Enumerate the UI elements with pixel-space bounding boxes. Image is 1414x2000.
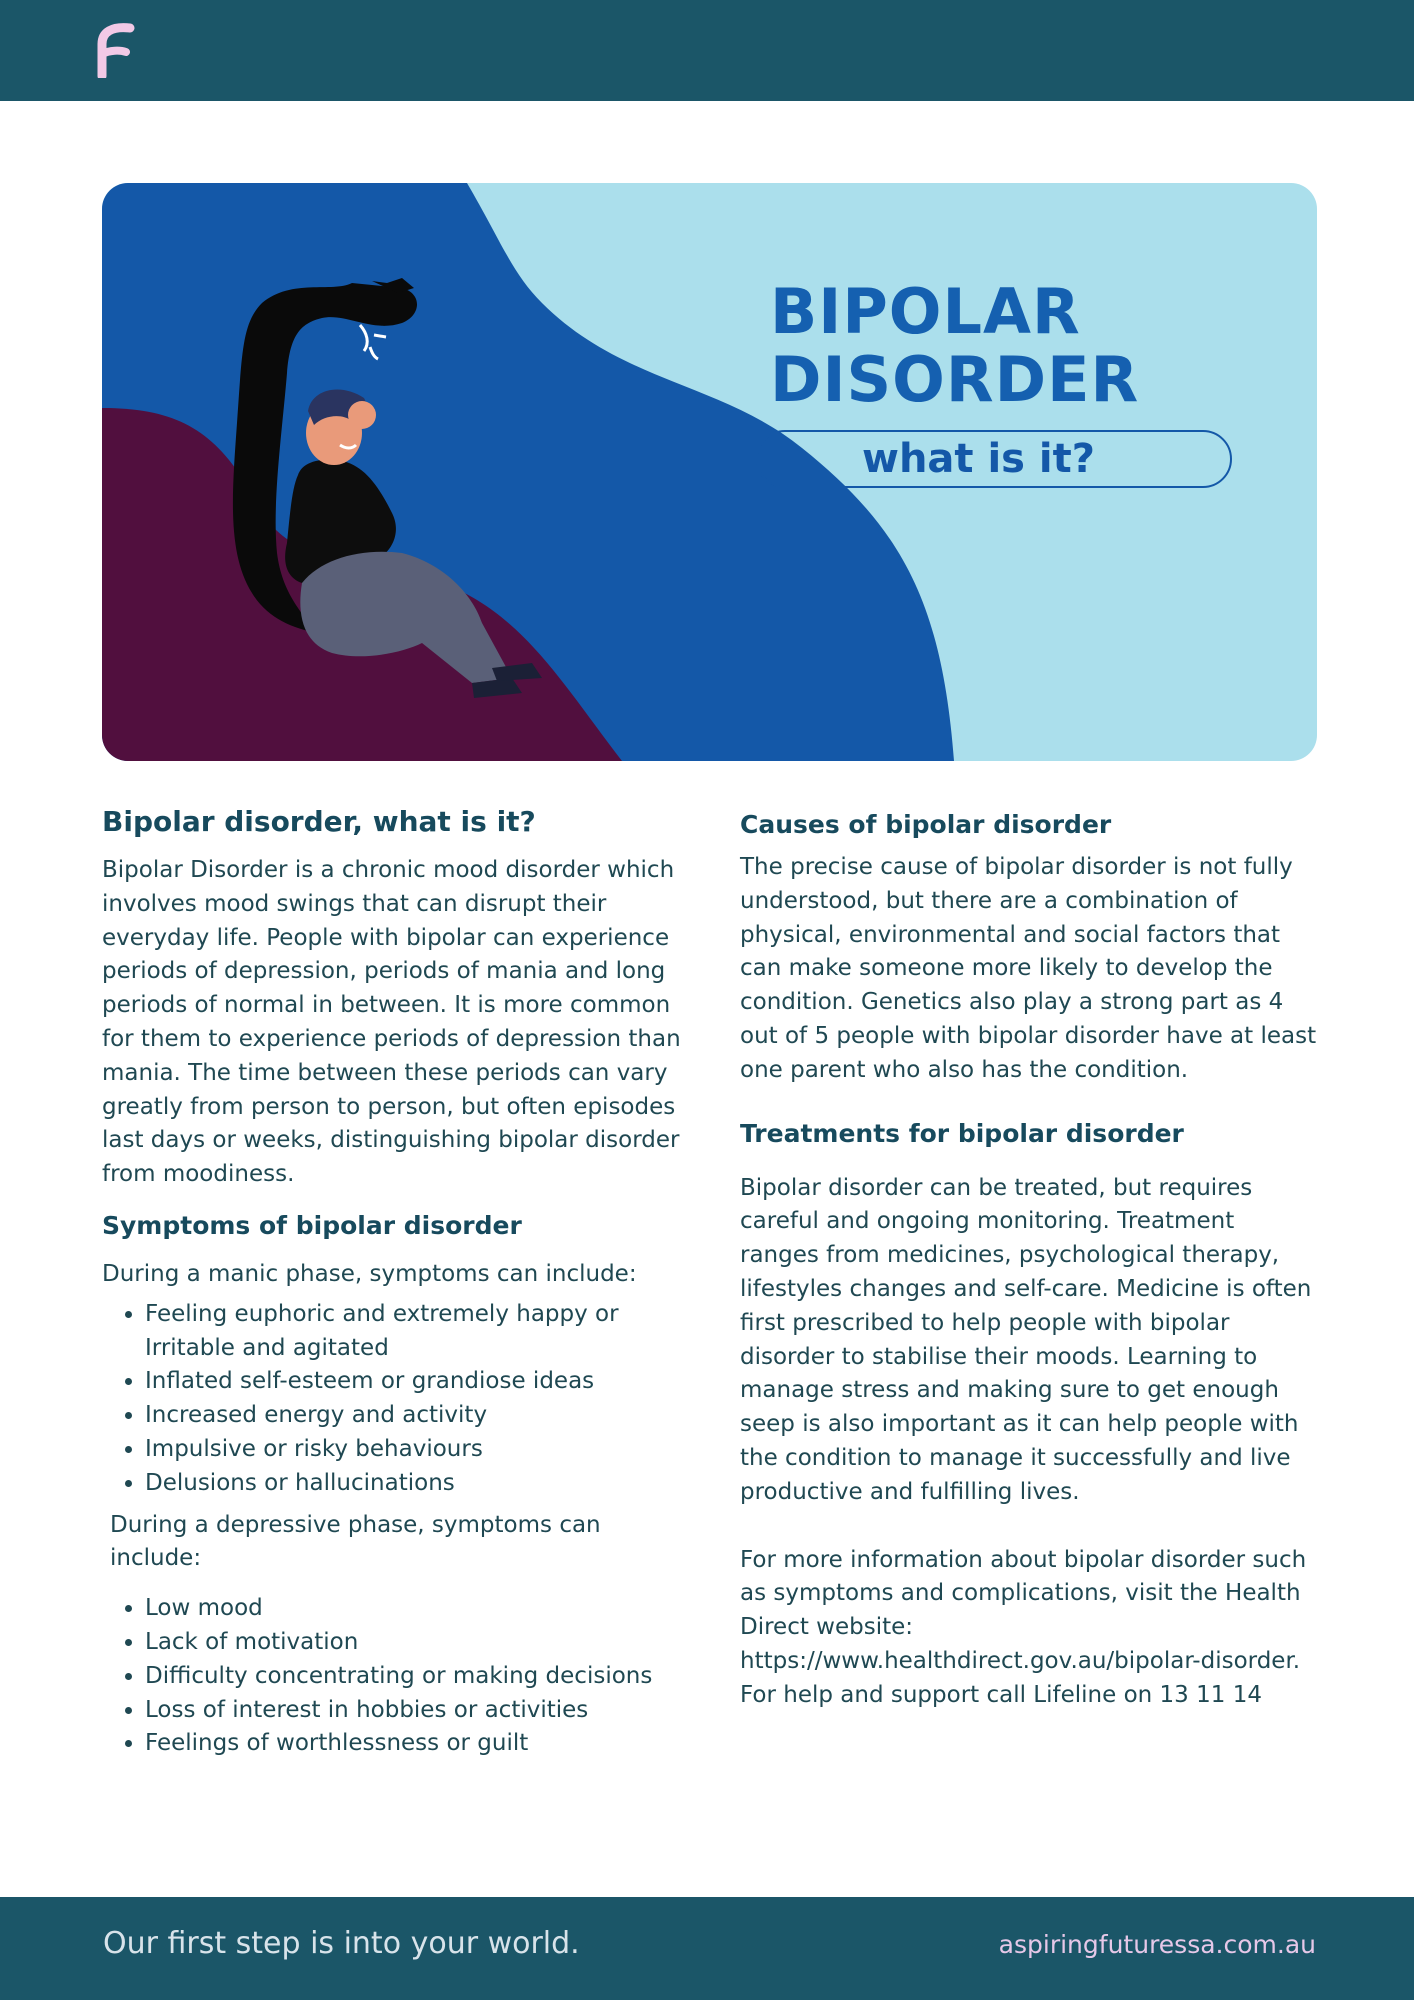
top-bar [0, 0, 1414, 101]
intro-text: Bipolar Disorder is a chronic mood disorder which involves mood swings that can disrupt their everyday life. People with bipolar can experience periods of depression, periods of mania and long periods of normal in between. It is more common for them to experience periods of depression than mania. The time between these periods can vary greatly from person to person, but often episodes last days or weeks, distinguishing bipolar disorder from moodiness. [102, 857, 681, 1188]
lifeline-text: For help and support call Lifeline on 13 11 14 [740, 1681, 1262, 1708]
depressive-intro: During a depressive phase, symptoms can include: [110, 1511, 601, 1572]
list-item: • Inflated self-esteem or grandiose ideas [145, 1365, 682, 1399]
manic-symptoms-list [102, 1298, 682, 1501]
causes-heading: Causes of bipolar disorder [740, 810, 1112, 839]
list-item: • Loss of interest in hobbies or activities [145, 1694, 682, 1728]
banner-subtitle: what is it? [862, 436, 1095, 482]
banner-title-line2: DISORDER [770, 343, 1140, 416]
right-column [740, 805, 1320, 1713]
list-item: • Increased energy and activity [145, 1399, 682, 1433]
list-item: • Low mood [145, 1592, 682, 1626]
intro-heading: Bipolar disorder, what is it? [102, 805, 536, 838]
left-column [102, 800, 682, 1761]
more-info-text: For more information about bipolar disorder such as symptoms and complications, visit the Health Direct website: [740, 1546, 1307, 1641]
list-item: • Feeling euphoric and extremely happy or Irritable and agitated [145, 1298, 682, 1366]
causes-text: The precise cause of bipolar disorder is not fully understood, but there are a combination of physical, environmental and social factors that can make someone more likely to develop the condition. Genetics also play a strong part as 4 out of 5 people with bipolar disorder have at least one parent who also has the condition. [740, 854, 1317, 1083]
health-direct-link[interactable]: https://www.healthdirect.gov.au/bipolar-disorder. [740, 1647, 1301, 1674]
list-item: • Feelings of worthlessness or guilt [145, 1727, 682, 1761]
treatments-heading: Treatments for bipolar disorder [740, 1118, 1184, 1148]
footer-tagline: Our first step is into your world. [103, 1926, 580, 1961]
banner-title-line1: BIPOLAR [770, 275, 1081, 348]
depressive-symptoms-list [102, 1592, 682, 1761]
treatments-text: Bipolar disorder can be treated, but requires careful and ongoing monitoring. Treatment ranges from medicines, psychological therapy, lifestyles changes and self-care. Medicine is often first prescribed to help people with bipolar disorder to stabilise their moods. Learning to manage stress and making sure to get enough seep is also important as it can help people with the condition to manage it successfully and live productive and fulfilling lives. [740, 1174, 1312, 1505]
footer-website-link[interactable]: aspiringfuturessa.com.au [998, 1930, 1316, 1959]
list-item: • Delusions or hallucinations [145, 1467, 682, 1501]
f-letter-logo-icon[interactable] [96, 22, 136, 78]
banner-title [770, 275, 1140, 416]
list-item: • Impulsive or risky behaviours [145, 1433, 682, 1467]
list-item: • Lack of motivation [145, 1626, 682, 1660]
symptoms-heading: Symptoms of bipolar disorder [102, 1210, 522, 1240]
manic-intro: During a manic phase, symptoms can include: [102, 1260, 637, 1287]
list-item: • Difficulty concentrating or making decisions [145, 1660, 682, 1694]
